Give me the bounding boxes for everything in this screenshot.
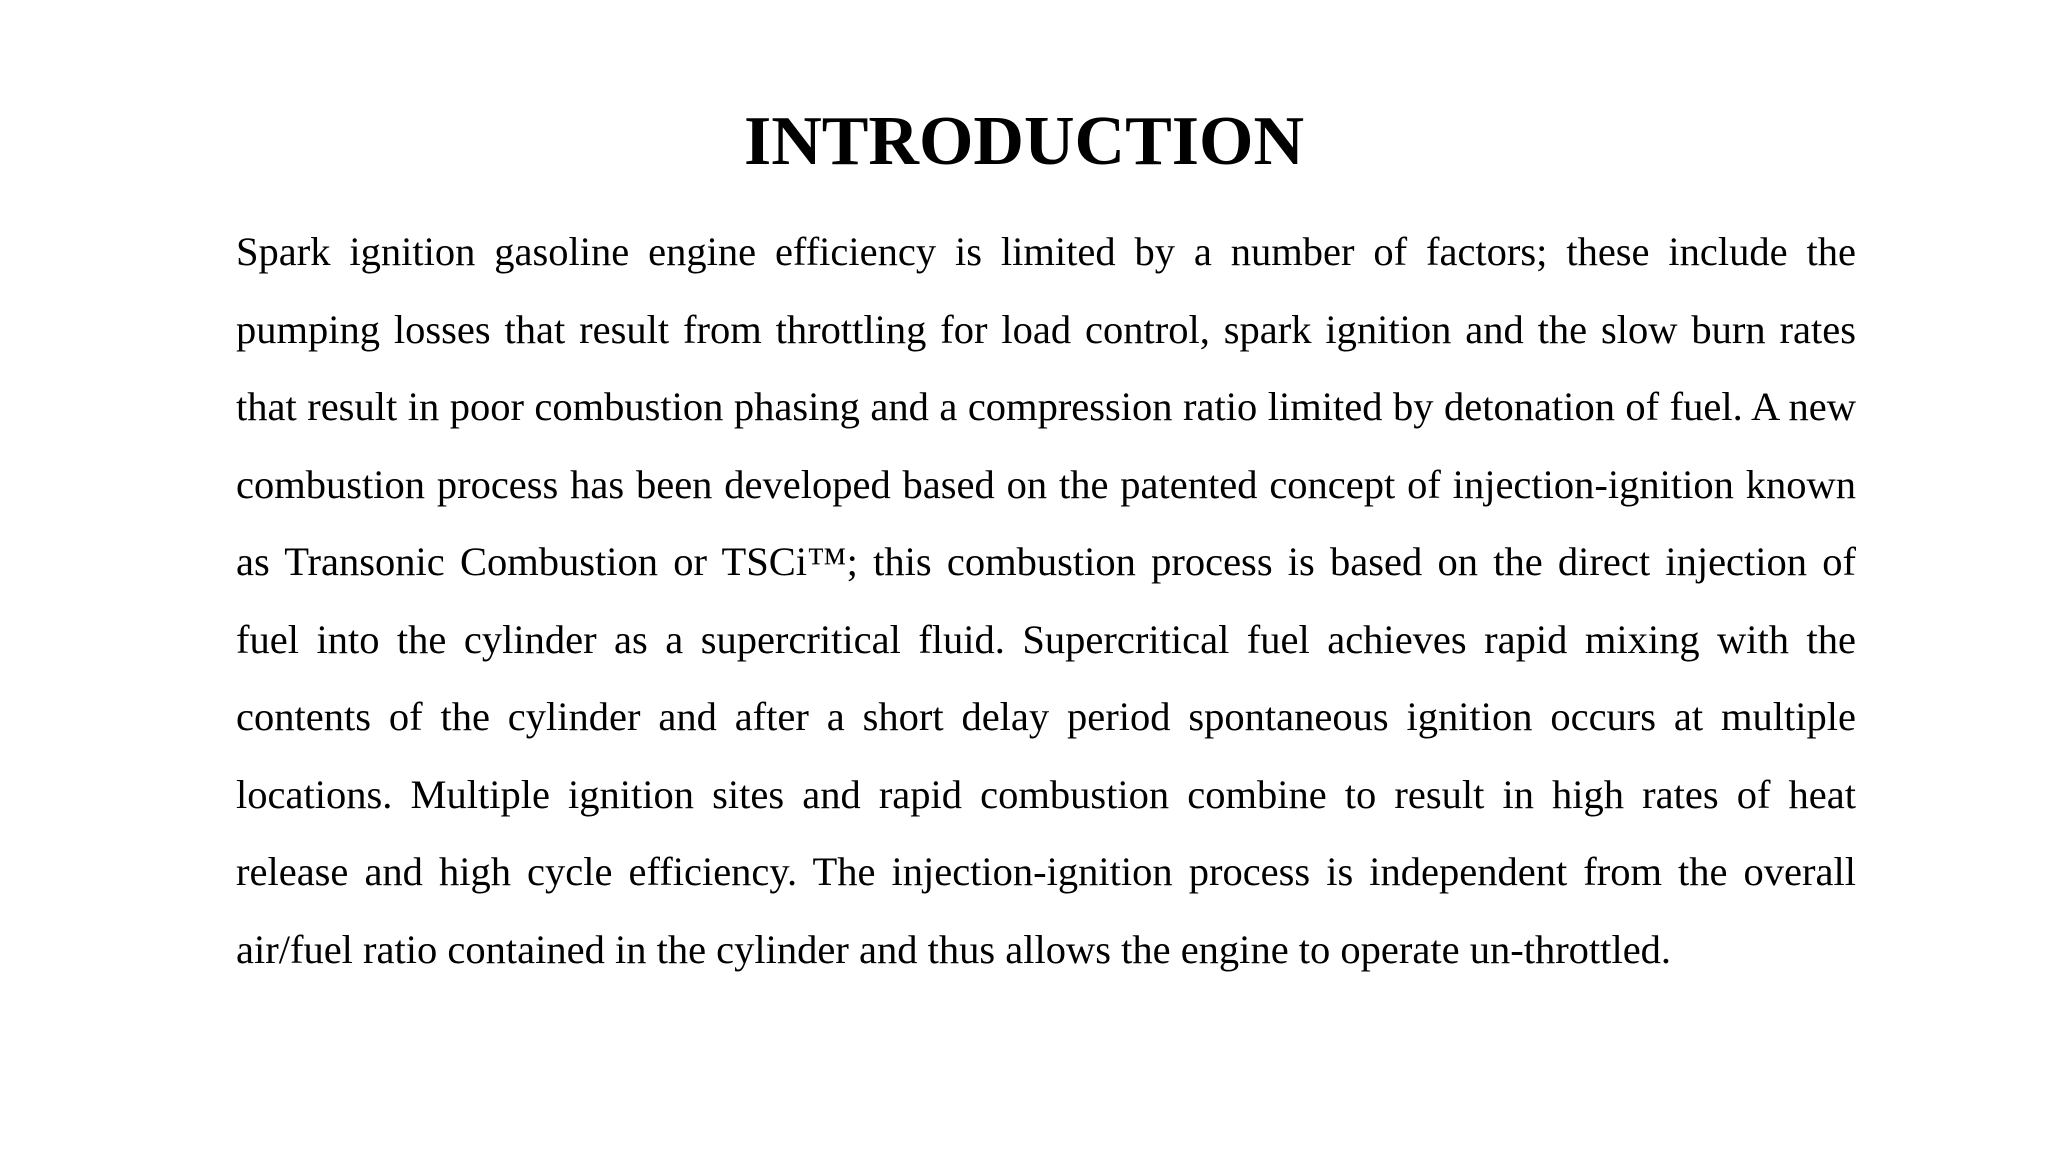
- introduction-paragraph: Spark ignition gasoline engine efficiency is limited by a number of factors; these include the pumping losses that result from throttling for load control, spark ignition and the slow burn rates that result in poor combustion phasing and a compression ratio limited by detonation of fuel. A new combustion process has been developed based on the patented concept of injection-ignition known as Transonic Combustion or TSCi™; this combustion process is based on the direct injection of fuel into the cylinder as a supercritical fluid. Supercritical fuel achieves rapid mixing with the contents of the cylinder and after a short delay period spontaneous ignition occurs at multiple locations. Multiple ignition sites and rapid combustion combine to result in high rates of heat release and high cycle efficiency. The injection-ignition process is independent from the overall air/fuel ratio contained in the cylinder and thus allows the engine to operate un-throttled.: [236, 229, 1856, 972]
- slide-title: INTRODUCTION: [743, 103, 1305, 180]
